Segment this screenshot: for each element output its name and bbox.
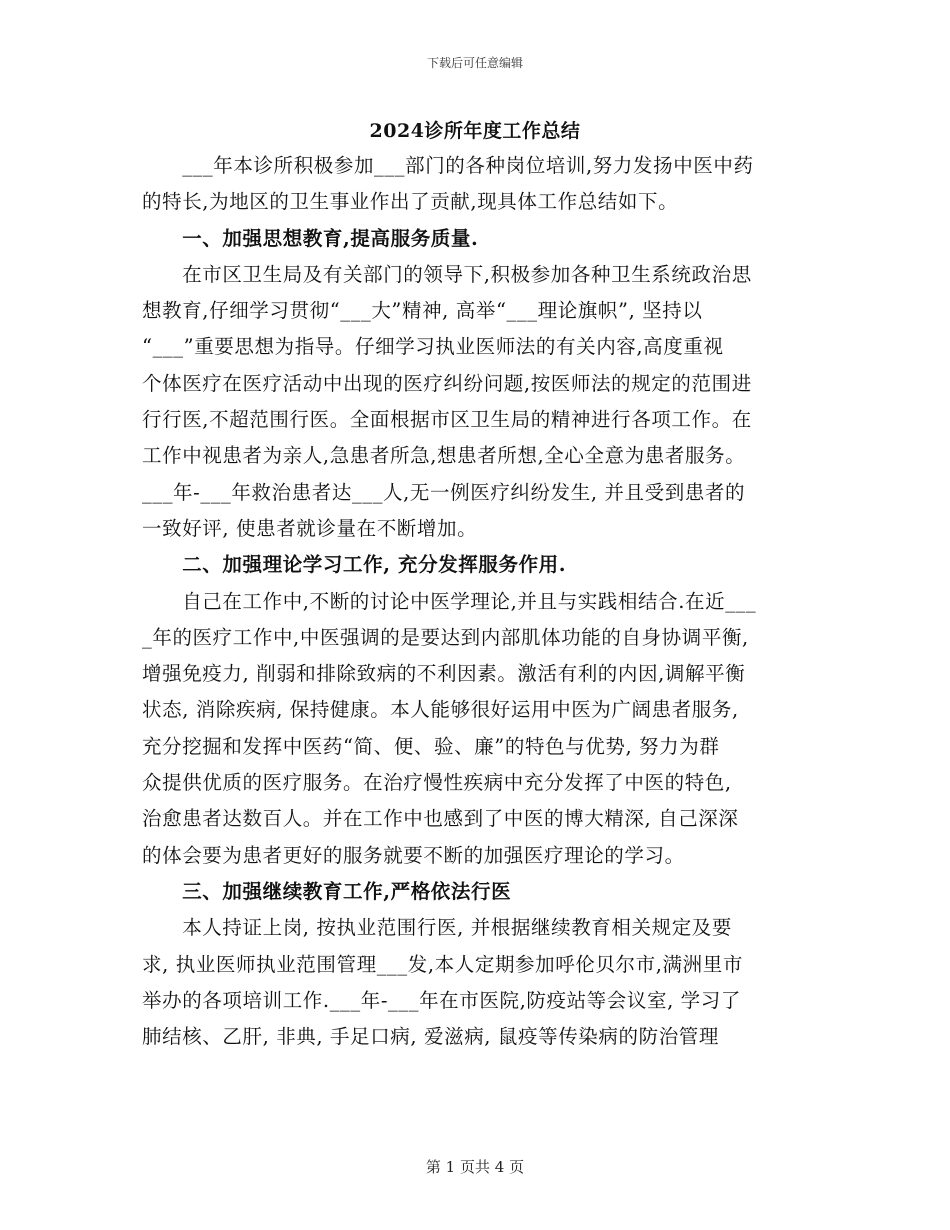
paragraph-line: 的体会要为患者更好的服务就要不断的加强医疗理论的学习。	[142, 843, 685, 867]
paragraph-line: 工作中视患者为亲人,急患者所急,想患者所想,全心全意为患者服务。	[142, 444, 746, 468]
paragraph-line: _年的医疗工作中,中医强调的是要达到内部肌体功能的自身协调平衡,	[142, 625, 749, 649]
paragraph-line: 的特长,为地区的卫生事业作出了贡献,现具体工作总结如下。	[142, 190, 679, 214]
paragraph-line: 肺结核、乙肝, 非典, 手足口病, 爱滋病, 鼠疫等传染病的防治管理	[142, 1025, 719, 1049]
paragraph-line: 状态, 消除疾病, 保持健康。本人能够很好运用中医为广阔患者服务,	[142, 698, 739, 722]
paragraph-line: ___年-___年救治患者达___人,无一例医疗纠纷发生, 并且受到患者的	[142, 480, 746, 504]
page-number: 第 1 页共 4 页	[425, 1158, 525, 1176]
paragraph-line: 举办的各项培训工作.___年-___年在市医院,防疫站等会议室, 学习了	[142, 988, 741, 1012]
paragraph-line: “___”重要思想为指导。仔细学习执业医师法的有关内容,高度重视	[142, 335, 724, 359]
page-header-note: 下载后可任意编辑	[426, 56, 523, 70]
section-heading: 一、加强思想教育,提高服务质量.	[142, 226, 479, 250]
paragraph-line: 众提供优质的医疗服务。在治疗慢性疾病中充分发挥了中医的特色,	[142, 771, 732, 795]
paragraph-line: 增强免疫力, 削弱和排除致病的不利因素。激活有利的内因,调解平衡	[142, 662, 746, 686]
paragraph-line: 求, 执业医师执业范围管理___发,本人定期参加呼伦贝尔市,满洲里市	[142, 952, 743, 976]
paragraph-line: 治愈患者达数百人。并在工作中也感到了中医的博大精深, 自己深深	[142, 807, 739, 831]
section-heading: 三、加强继续教育工作,严格依法行医	[142, 879, 512, 903]
paragraph-line: ___年本诊所积极参加___部门的各种岗位培训,努力发扬中医中药	[142, 154, 754, 177]
paragraph-line: 自己在工作中,不断的讨论中医学理论,并且与实践相结合.在近___	[142, 589, 757, 613]
paragraph-line: 一致好评, 使患者就诊量在不断增加。	[142, 516, 478, 540]
paragraph-line: 本人持证上岗, 按执业范围行医, 并根据继续教育相关规定及要	[142, 916, 732, 940]
paragraph-line: 个体医疗在医疗活动中出现的医疗纠纷问题,按医师法的规定的范围进	[142, 371, 752, 395]
paragraph-line: 想教育,仔细学习贯彻“___大”精神, 高举“___理论旗帜”, 坚持以	[142, 299, 703, 323]
document-body	[142, 148, 806, 1055]
document-title: 2024诊所年度工作总结	[369, 120, 581, 142]
paragraph-line: 充分挖掘和发挥中医药“简、便、验、廉”的特色与优势, 努力为群	[142, 734, 720, 758]
paragraph-line: 在市区卫生局及有关部门的领导下,积极参加各种卫生系统政治思	[142, 262, 752, 286]
section-heading: 二、加强理论学习工作, 充分发挥服务作用.	[142, 553, 567, 577]
paragraph-line: 行行医,不超范围行医。全面根据市区卫生局的精神进行各项工作。在	[142, 408, 752, 432]
